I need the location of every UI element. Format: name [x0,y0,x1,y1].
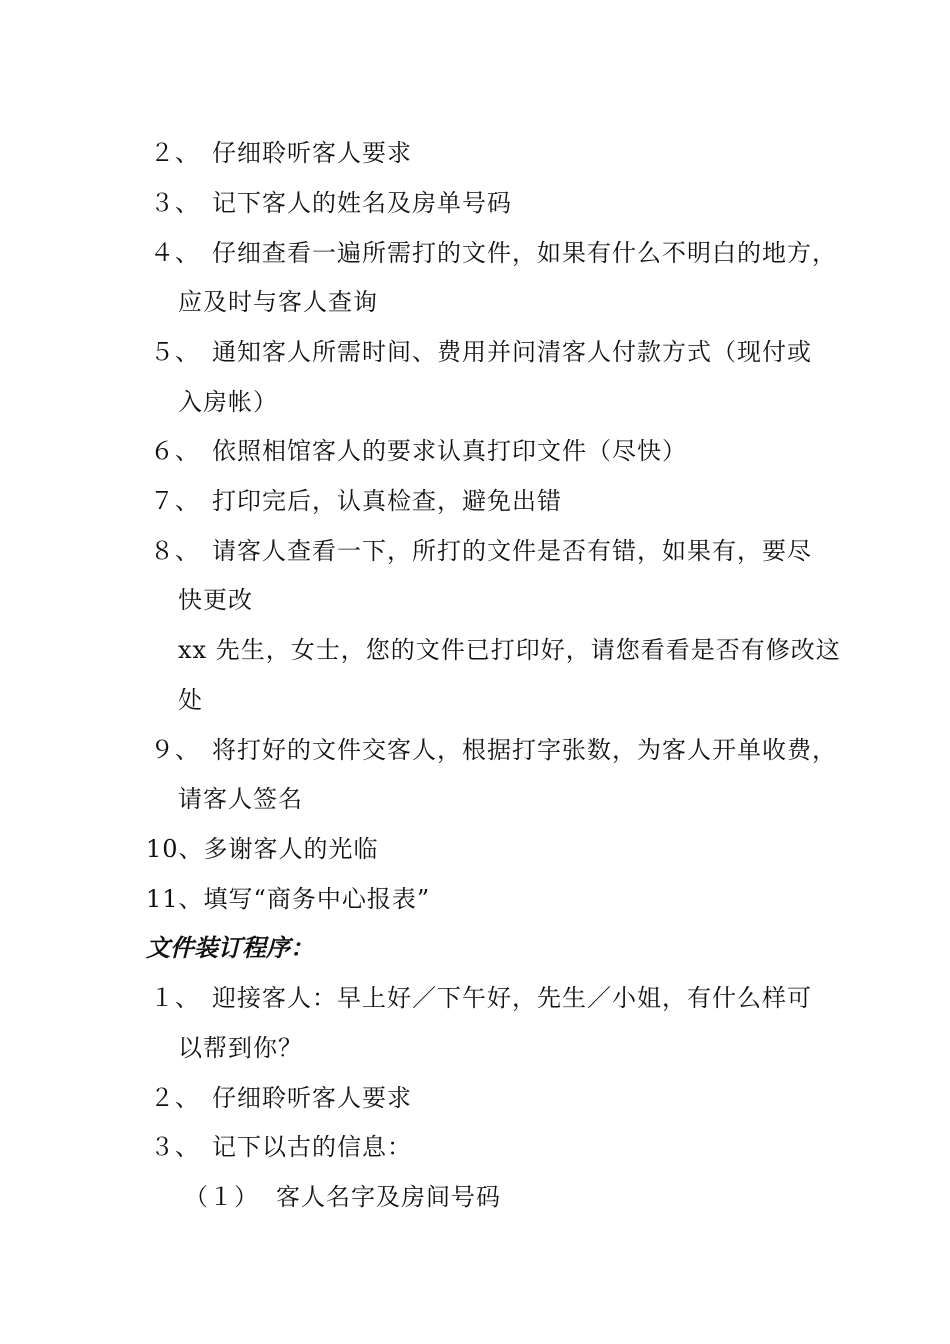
item-number: ７、 [150,487,200,515]
item-text: 多谢客人的光临 [203,835,379,863]
list-item [150,486,562,516]
list-item [150,536,812,566]
item-number: ９、 [150,736,200,764]
item-text: 仔细聆听客人要求 [212,139,412,167]
sub-item-number: （１） [184,1183,259,1211]
item-text: 填写“商务中心报表” [203,885,431,913]
item-continuation: 快更改 [178,586,253,614]
item-number: 10、 [146,835,204,863]
list-item [150,983,812,1013]
item-text: 迎接客人：早上好／下午好，先生／小姐，有什么样可 [212,984,812,1012]
item-continuation: 以帮到你？ [178,1034,303,1062]
list-item [150,238,837,268]
list-item [146,834,379,864]
item-text: 记下以古的信息： [212,1133,412,1161]
item-text: 将打好的文件交客人，根据打字张数，为客人开单收费， [212,736,837,764]
item-number: ４、 [150,239,200,267]
item-number: １、 [150,984,200,1012]
item-continuation: 入房帐） [178,388,278,416]
section-heading: 文件装订程序： [146,933,314,962]
item-number: ５、 [150,338,200,366]
item-text: 仔细聆听客人要求 [212,1084,412,1112]
list-item [146,884,430,914]
item-text: 仔细查看一遍所需打的文件，如果有什么不明白的地方， [212,239,837,267]
item-example-line: xx 先生，女士，您的文件已打印好，请您看看是否有修改这 [178,636,841,664]
item-text: 依照相馆客人的要求认真打印文件（尽快） [212,437,687,465]
item-continuation: 应及时与客人查询 [178,288,378,316]
list-item [150,138,412,168]
list-item [150,1132,412,1162]
item-number: ８、 [150,537,200,565]
item-number: ３、 [150,1133,200,1161]
item-text: 记下客人的姓名及房单号码 [212,189,512,217]
sub-list-item [184,1182,501,1212]
sub-item-text: 客人名字及房间号码 [276,1183,501,1211]
item-text: 打印完后，认真检查，避免出错 [212,487,562,515]
item-number: ２、 [150,139,200,167]
item-continuation: 请客人签名 [178,785,303,813]
item-number: 11、 [146,885,204,913]
item-number: ３、 [150,189,200,217]
list-item [150,188,512,218]
list-item [150,735,837,765]
list-item [150,337,812,367]
item-example-line: 处 [178,686,203,714]
item-text: 通知客人所需时间、费用并问清客人付款方式（现付或 [212,338,812,366]
list-item [150,1083,412,1113]
item-number: ２、 [150,1084,200,1112]
item-text: 请客人查看一下，所打的文件是否有错，如果有，要尽 [212,537,812,565]
list-item [150,436,687,466]
item-number: ６、 [150,437,200,465]
